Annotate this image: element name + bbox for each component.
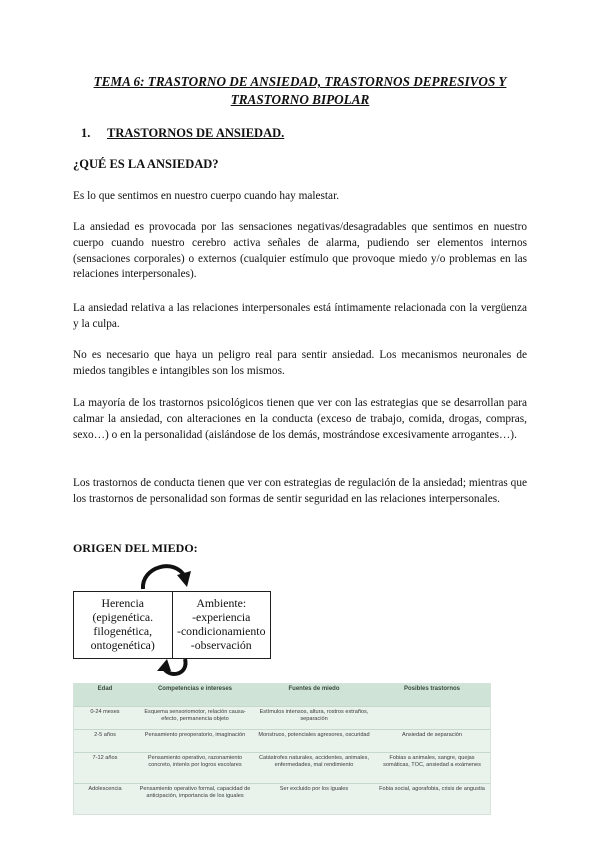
fear-origin-diagram [73,555,273,680]
table-cell: Adolescencia [88,786,122,792]
environment-label: Ambiente: [196,596,247,610]
question-heading: ¿QUÉ ES LA ANSIEDAD? [73,157,219,171]
header-cell: Fuentes de miedo [288,686,340,692]
heredity-line: ontogenética) [90,638,155,652]
header-cell: Edad [97,686,113,692]
table-cell: 7-12 años [92,755,118,761]
table-cell: Esquema sensoriomotor, relación causa-efecto, permanencia objeto [144,709,246,722]
heredity-line: filogenética, [93,624,153,638]
section-number: 1. [81,126,91,140]
table-cell: Pensamiento operativo, razonamiento concreto, interés por logros escolares [147,755,243,768]
table-cell [374,707,490,729]
cycle-arrow-top-icon [135,555,195,595]
table-row [74,752,490,783]
paragraph: Es lo que sentimos en nuestro cuerpo cuando hay malestar. [73,190,340,202]
table-header [74,684,490,706]
section-heading [81,126,284,141]
cycle-arrow-bottom-icon [155,655,195,681]
document-title: TEMA 6: TRASTORNO DE ANSIEDAD, TRASTORNOS DEPRESIVOS Y TRASTORNO BIPOLAR [93,74,507,107]
table-cell: Pensamiento operativo formal, capacidad de anticipación, importancia de los iguales [139,786,251,799]
header-cell: Competencias e intereses [157,686,233,692]
section-title: TRASTORNOS DE ANSIEDAD. [107,126,285,140]
heredity-line: (epigenética. [92,610,154,624]
paragraph: La mayoría de los trastornos psicológicos tienen que ver con las estrategias que se desarrollan para calmar la ansiedad, con alteraciones en la conducta (exceso de trabajo, comida, drogas, compras, sexo…) o en la personalidad (aislándose de los demás, mostrándose excesivamente arrogantes…). [73,397,527,441]
environment-line: -experiencia [192,610,251,624]
header-cell: Posibles trastornos [403,686,460,692]
paragraph: La ansiedad es provocada por las sensaciones negativas/desagradables que sentimos en nuestro cuerpo cuando nuestro cerebro activa señales de alarma, pudiendo ser elementos internos (sensaciones corporales) o externos (cualquier estímulo que provoque miedo y/o problemas en las relaciones interpersonales). [73,221,527,281]
table-row [74,783,490,814]
paragraph: No es necesario que haya un peligro real para sentir ansiedad. Los mecanismos neuronales de miedos tangibles e intangibles son los mismos. [73,349,527,377]
table-cell: 0-24 meses [90,709,120,715]
paragraph: Los trastornos de conducta tienen que ver con estrategias de regulación de la ansiedad; mientras que los trastornos de personalidad son formas de sentir seguridad en las relaciones interpersonales. [73,477,527,505]
table-cell: Catástrofes naturales, accidentes, animales, enfermedades, mal rendimiento [258,755,370,768]
environment-cell [172,592,271,658]
table-cell: Estímulos intensos, altura, rostros extraños, separación [259,709,369,722]
table-cell: Pensamiento preoperatorio, imaginación [144,732,246,738]
environment-line: -observación [190,638,252,652]
table-row [74,729,490,752]
origin-heading: ORIGEN DEL MIEDO: [73,541,198,555]
paragraph: La ansiedad relativa a las relaciones interpersonales está íntimamente relacionada con la vergüenza y la culpa. [73,302,527,330]
table-row [74,706,490,729]
table-cell: Ser excluido por los iguales [279,786,349,792]
table-cell: Monstruos, potenciales agresores, oscuridad [258,732,370,738]
heredity-cell [74,592,172,658]
table-cell: 2-5 años [94,732,116,738]
table-cell: Fobias a animales, sangre, quejas somáticas, TOC, ansiedad a exámenes [383,755,481,768]
heredity-environment-box [73,591,271,659]
fear-development-table [73,683,491,815]
heredity-label: Herencia [101,596,145,610]
table-cell: Fobia social, agorafobia, crisis de angustia [379,786,485,792]
table-cell: Ansiedad de separación [401,732,463,738]
environment-line: -condicionamiento [177,624,266,638]
